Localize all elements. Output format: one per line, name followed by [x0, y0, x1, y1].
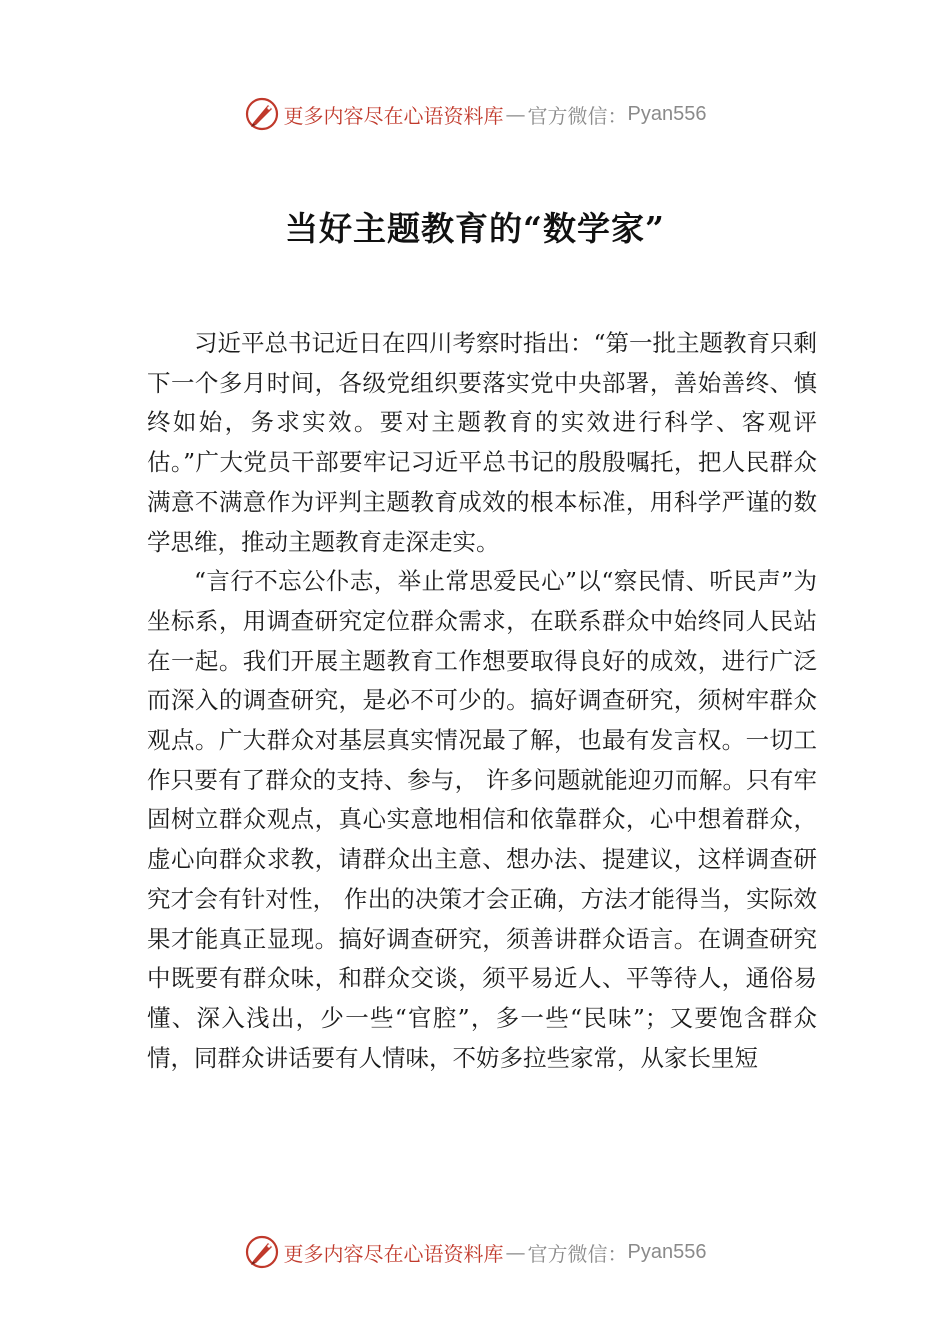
banner-dash: —	[505, 102, 526, 126]
footer-brand-text: 更多内容尽在心语资料库	[283, 1241, 504, 1266]
footer-banner	[0, 1232, 950, 1272]
pen-nib-logo-icon	[244, 96, 280, 132]
paragraph-2: “言行不忘公仆志，举止常思爱民心”以“察民情、听民声”为坐标系，用调查研究定位群众需求，在联系群众中始终同人民站在一起。我们开展主题教育工作想要取得良好的成效，进行广泛而深入的调查研究，是必不可少的。搞好调查研究，须树牢群众观点。广大群众对基层真实情况最了解，也最有发言权。一切工作只要有了群众的支持、参与， 许多问题就能迎刃而解。只有牢固树立群众观点，真心实意地相信和依靠群众，心中想着群众，虚心向群众求教，请群众出主意、想办法、提建议，这样调查研究才会有针对性， 作出的决策才会正确，方法才能得当，实际效果才能真正显现。搞好调查研究，须善讲群众语言。在调查研究中既要有群众味，和群众交谈，须平易近人、平等待人，通俗易懂、深入浅出，少一些“官腔”，多一些“民味”；又要饱含群众情，同群众讲话要有人情味，不妨多拉些家常，从家长里短	[147, 567, 817, 1072]
header-banner	[0, 94, 950, 134]
footer-wechat-id: Pyan556	[627, 1240, 707, 1263]
footer-dash: —	[505, 1240, 526, 1264]
banner-wechat-label: 官方微信：	[527, 103, 628, 128]
paragraph-1: 习近平总书记近日在四川考察时指出：“第一批主题教育只剩下一个多月时间，各级党组织要落实党中央部署，善始善终、慎终如始，务求实效。要对主题教育的实效进行科学、客观评估。”广大党员干部要牢记习近平总书记的殷殷嘱托，把人民群众满意不满意作为评判主题教育成效的根本标准，用科学严谨的数学思维，推动主题教育走深走实。	[147, 329, 818, 556]
document-body	[147, 324, 817, 1078]
pen-nib-logo-icon	[244, 1234, 280, 1270]
document-title: 当好主题教育的“数学家”	[285, 209, 665, 248]
footer-wechat-label: 官方微信：	[527, 1241, 628, 1266]
banner-brand-text: 更多内容尽在心语资料库	[283, 103, 504, 128]
banner-wechat-id: Pyan556	[627, 102, 707, 125]
